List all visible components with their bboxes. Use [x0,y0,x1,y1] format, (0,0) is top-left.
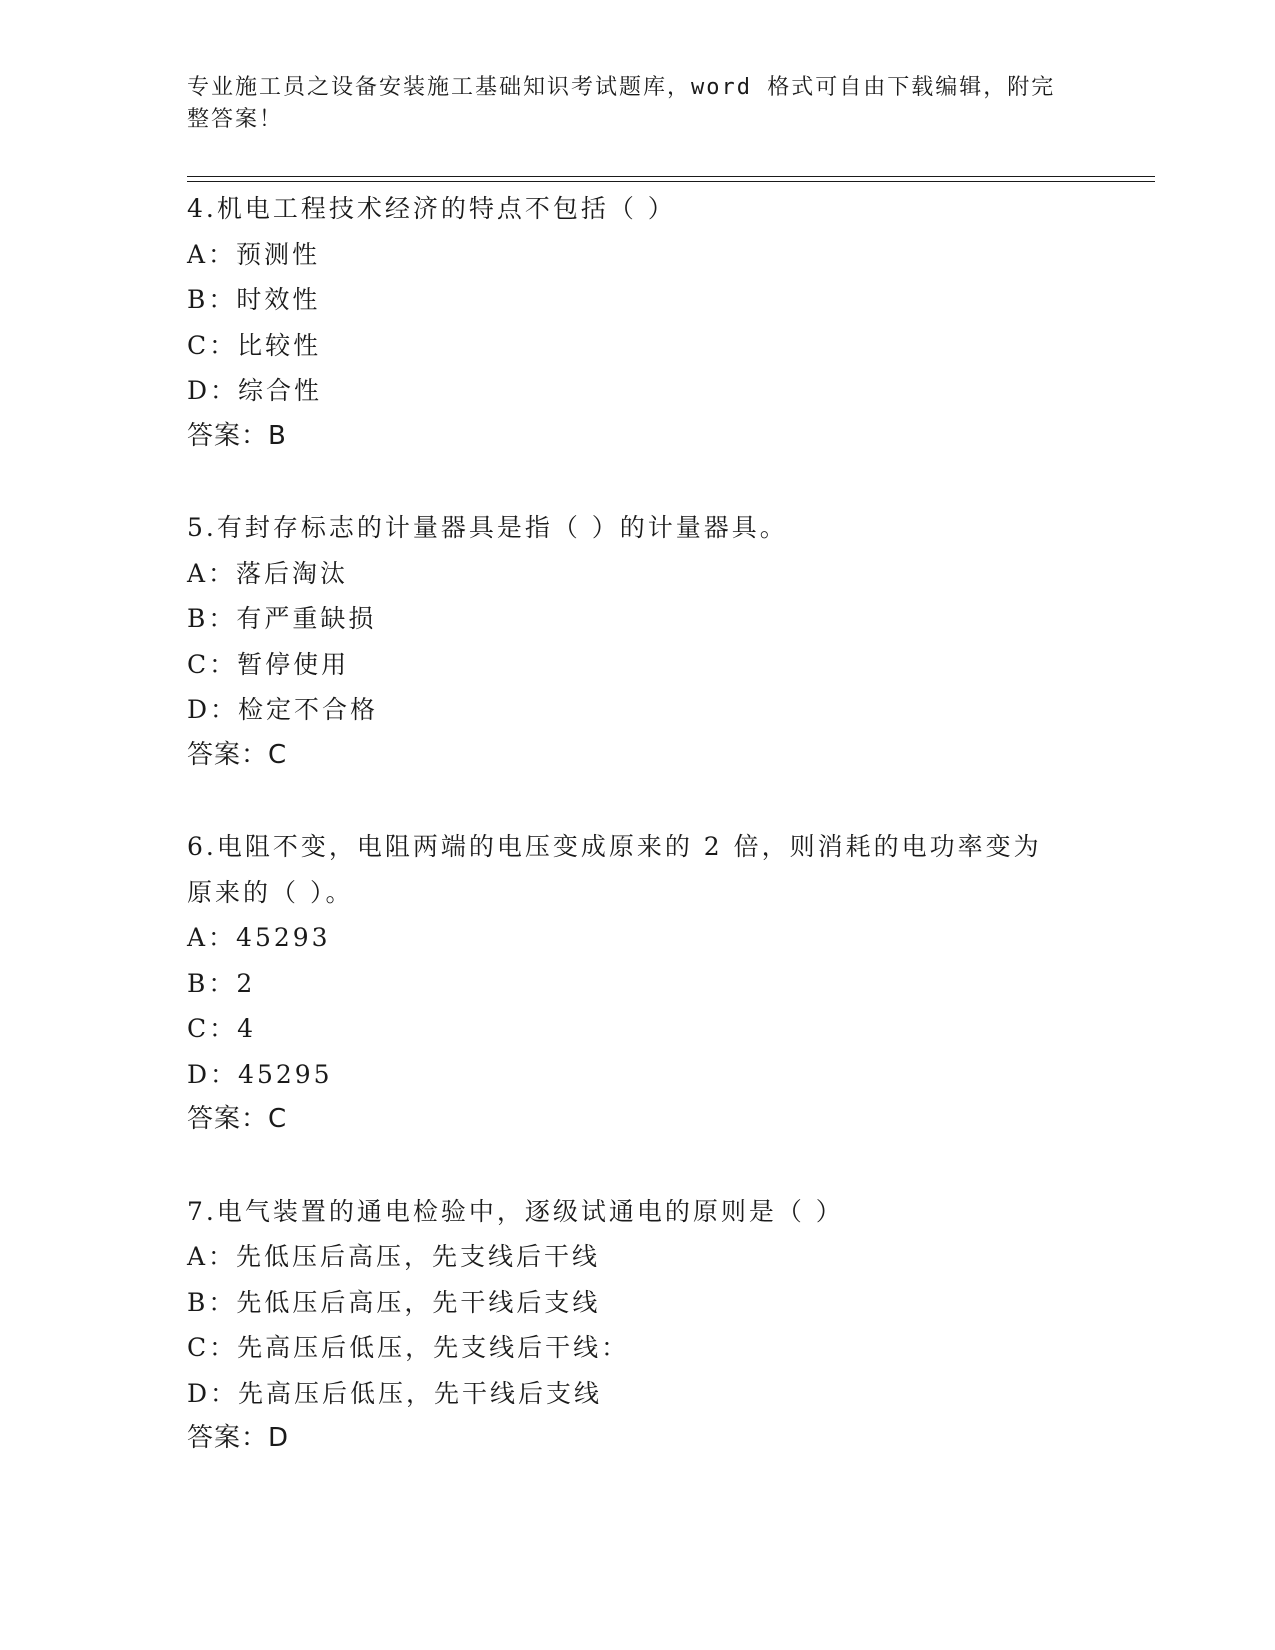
option-c: C：比较性 [187,330,322,360]
question-item [187,186,1087,459]
question-list [187,186,1087,1508]
question-text: 6.电阻不变，电阻两端的电压变成原来的 2 倍，则消耗的电功率变为原来的（ ）。 [187,832,1042,907]
answer-text: 答案：C [187,1104,288,1134]
document-header-description: 专业施工员之设备安装施工基础知识考试题库，word 格式可自由下载编辑，附完整答案！ [187,75,1056,132]
option-c: C：暂停使用 [187,649,350,679]
option-d: D：先高压后低压，先干线后支线 [187,1378,603,1408]
answer-text: 答案：D [187,1423,290,1453]
answer-text: 答案：B [187,420,287,451]
option-a: A：先低压后高压，先支线后干线 [187,1242,601,1271]
question-text: 7.电气装置的通电检验中，逐级试通电的原则是（ ） [187,1196,844,1226]
question-item [187,824,1087,1143]
answer-text: 答案：C [187,739,288,770]
option-c: C：4 [187,1014,257,1043]
option-a: A：预测性 [187,239,321,269]
option-d: D：综合性 [187,376,323,405]
option-d: D：45295 [187,1059,333,1089]
option-b: B：2 [187,968,256,998]
question-text: 4.机电工程技术经济的特点不包括（ ） [187,194,676,223]
question-text: 5.有封存标志的计量器具是指（ ）的计量器具。 [187,513,788,542]
option-a: A：落后淘汰 [187,558,349,588]
question-item [187,505,1087,778]
header-divider-top [187,176,1155,177]
option-a: A：45293 [187,923,331,952]
option-d: D：检定不合格 [187,695,379,724]
option-c: C：先高压后低压，先支线后干线： [187,1333,630,1362]
option-b: B：先低压后高压，先干线后支线 [187,1287,601,1317]
question-item [187,1189,1087,1462]
option-b: B：时效性 [187,285,321,314]
option-b: B：有严重缺损 [187,604,377,633]
header-divider-bottom [187,181,1155,182]
